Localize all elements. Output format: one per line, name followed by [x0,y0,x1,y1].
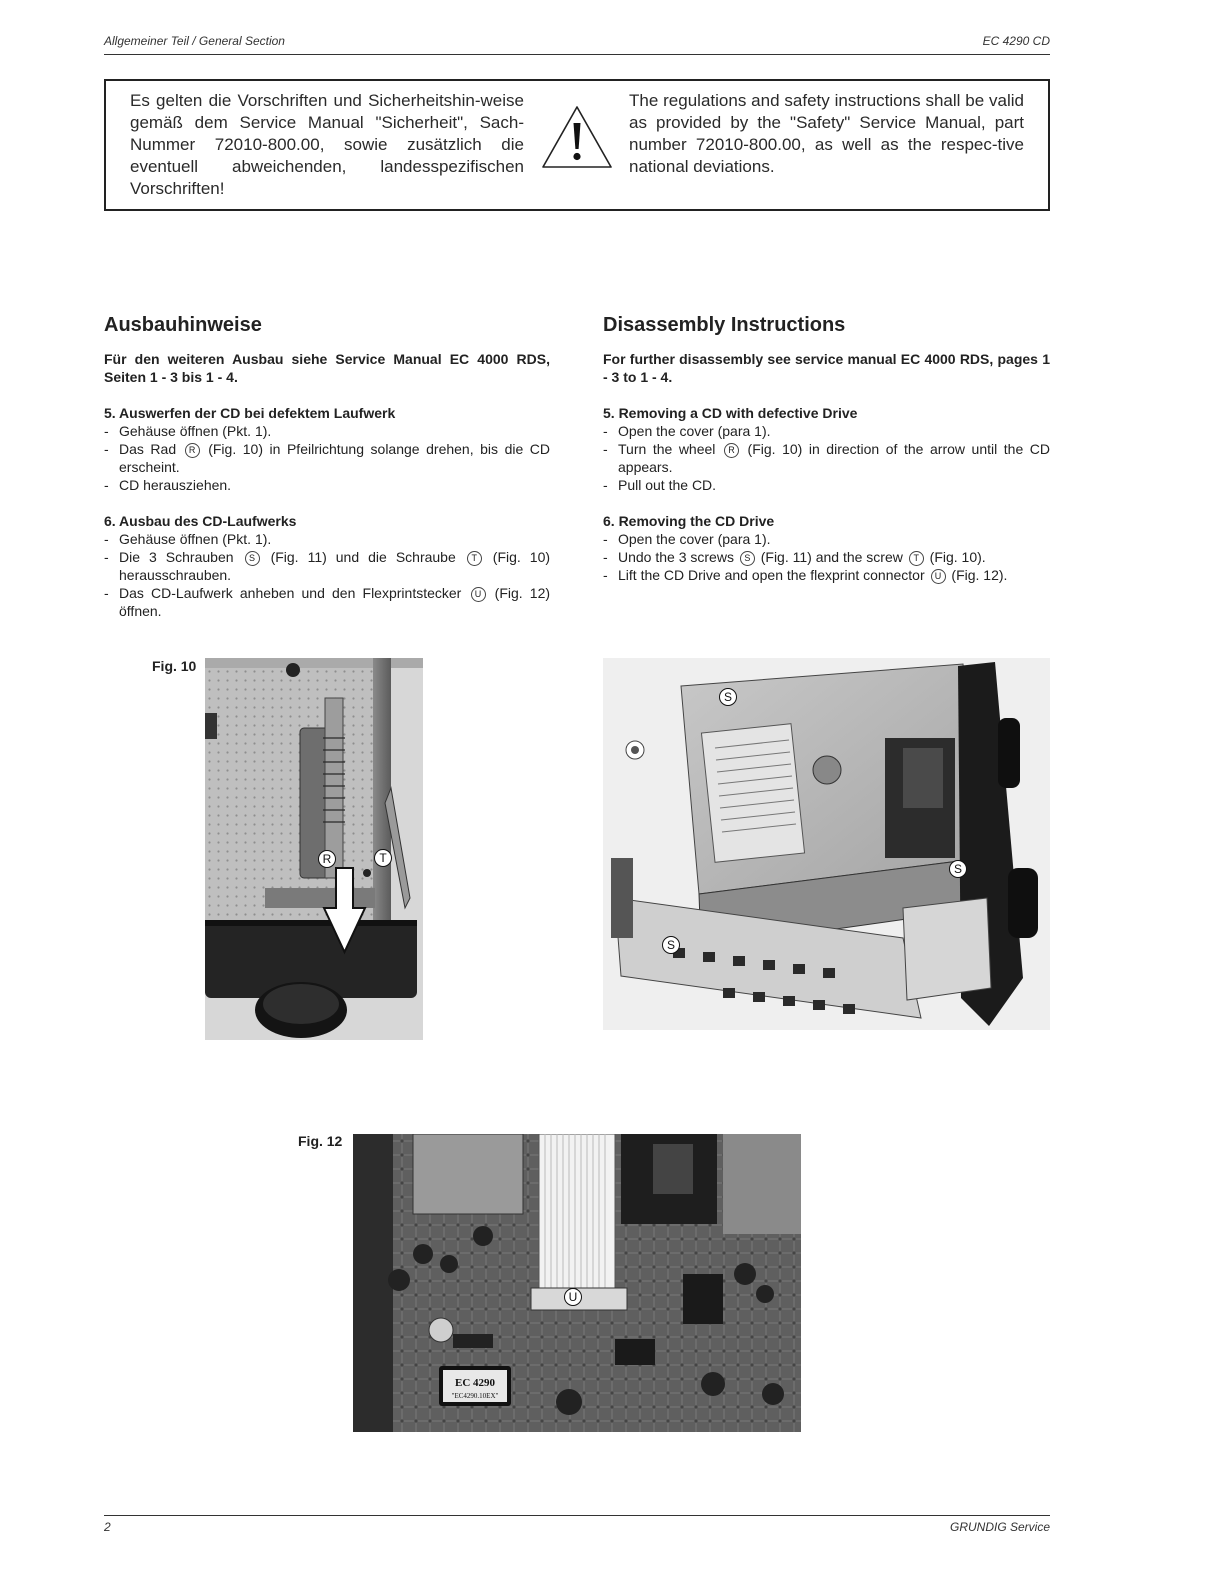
intro-en: For further disassembly see service manual EC 4000 RDS, pages 1 - 3 to 1 - 4. [603,351,1050,385]
list-item: - Die 3 Schrauben S (Fig. 11) und die Schraube T (Fig. 10) herausschrauben. [104,548,550,584]
footer-page-number: 2 [104,1520,111,1534]
fig12-chip-label: EC 4290 [454,1377,496,1389]
callout-u: U [931,569,946,584]
heading-en-5: 5. Removing a CD with defective Drive [603,405,858,421]
header-model: EC 4290 CD [982,34,1050,48]
list-item: - Gehäuse öffnen (Pkt. 1). [104,530,550,548]
marker-r: R [318,850,336,868]
list-item: - Das Rad R (Fig. 10) in Pfeilrichtung solange drehen, bis die CD erscheint. [104,440,550,476]
list-item: - Das CD-Laufwerk anheben und den Flexprintstecker U (Fig. 12) öffnen. [104,584,550,620]
heading-de-6: 6. Ausbau des CD-Laufwerks [104,513,297,529]
list-item: - Gehäuse öffnen (Pkt. 1). [104,422,550,440]
intro-de: Für den weiteren Ausbau siehe Service Manual EC 4000 RDS, Seiten 1 - 3 bis 1 - 4. [104,351,550,385]
callout-s: S [740,551,755,566]
callout-s: S [245,551,260,566]
marker-u: U [564,1288,582,1306]
fig12-photo [353,1134,801,1432]
list-item: - Undo the 3 screws S (Fig. 11) and the screw T (Fig. 10). [603,548,1050,566]
marker-t: T [374,849,392,867]
callout-r: R [185,443,200,458]
safety-notice-en: The regulations and safety instructions shall be valid as provided by the "Safety" Service Manual, part number 72010-800.00, as well as the respec-tive national deviations. [629,91,1024,176]
callout-t: T [909,551,924,566]
heading-en-6: 6. Removing the CD Drive [603,513,775,529]
list-item: - Open the cover (para 1). [603,422,1050,440]
safety-notice-de: Es gelten die Vorschriften und Sicherheitshin-weise gemäß dem Service Manual "Sicherheit", Sach-Nummer 72010-800.00, sowie zusätzlich die eventuell abweichenden, landesspezifischen Vorschriften! [130,91,524,198]
list-en-6 [603,530,1050,584]
fig10-photo [205,658,423,1040]
title-disassembly-instructions: Disassembly Instructions [603,314,846,336]
column-en [603,350,1050,584]
footer-brand: GRUNDIG Service [949,1520,1050,1534]
footer-rule [104,1515,1050,1516]
header-section-title: Allgemeiner Teil / General Section [104,34,285,48]
title-ausbauhinweise: Ausbauhinweise [104,314,262,336]
callout-r: R [724,443,739,458]
fig10-label: Fig. 10 [152,658,197,674]
marker-s-right: S [949,860,967,878]
fig11-photo [603,658,1050,1030]
list-item: - CD herausziehen. [104,476,550,494]
list-de-5 [104,422,550,494]
list-en-5 [603,422,1050,494]
heading-de-5: 5. Auswerfen der CD bei defektem Laufwerk [104,405,396,421]
list-de-6 [104,530,550,620]
callout-t: T [467,551,482,566]
header-rule [104,54,1050,55]
marker-s-top: S [719,688,737,706]
list-item: - Lift the CD Drive and open the flexprint connector U (Fig. 12). [603,566,1050,584]
callout-u: U [471,587,486,602]
fig12-label: Fig. 12 [298,1133,343,1149]
list-item: - Turn the wheel R (Fig. 10) in direction of the arrow until the CD appears. [603,440,1050,476]
list-item: - Open the cover (para 1). [603,530,1050,548]
list-item: - Pull out the CD. [603,476,1050,494]
fig12-chip-sublabel: "EC4290.10EX" [451,1392,499,1400]
marker-s-left: S [662,936,680,954]
column-de [104,350,550,620]
warning-triangle-icon [540,103,614,176]
